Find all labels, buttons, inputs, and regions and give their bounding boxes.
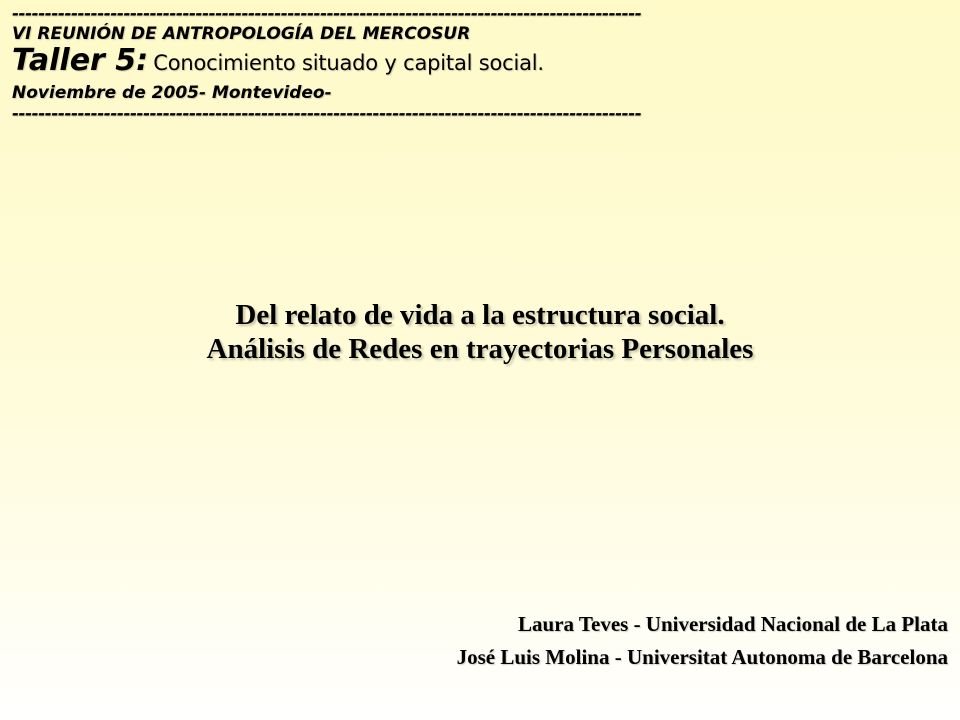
header-divider-bottom: ------------------------------------------------------------------------------------------------ (12, 104, 642, 124)
author-line: José Luis Molina - Universitat Autonoma de Barcelona (456, 645, 948, 669)
presentation-title (0, 298, 960, 366)
authors-block (457, 608, 948, 674)
date-place: Noviembre de 2005- Montevideo- (12, 83, 332, 103)
slide-header (12, 4, 712, 124)
header-divider-top: ------------------------------------------------------------------------------------------------ (12, 4, 642, 24)
author-line: Laura Teves - Universidad Nacional de La Plata (518, 612, 948, 636)
workshop-label: Taller 5: (12, 43, 149, 78)
title-line-1: Del relato de vida a la estructura social. (235, 299, 725, 331)
title-line-2: Análisis de Redes en trayectorias Personales (206, 333, 754, 365)
workshop-topic: Conocimiento situado y capital social. (153, 51, 544, 75)
workshop-line (12, 44, 712, 82)
event-title: VI REUNIÓN DE ANTROPOLOGÍA DEL MERCOSUR (12, 24, 471, 44)
